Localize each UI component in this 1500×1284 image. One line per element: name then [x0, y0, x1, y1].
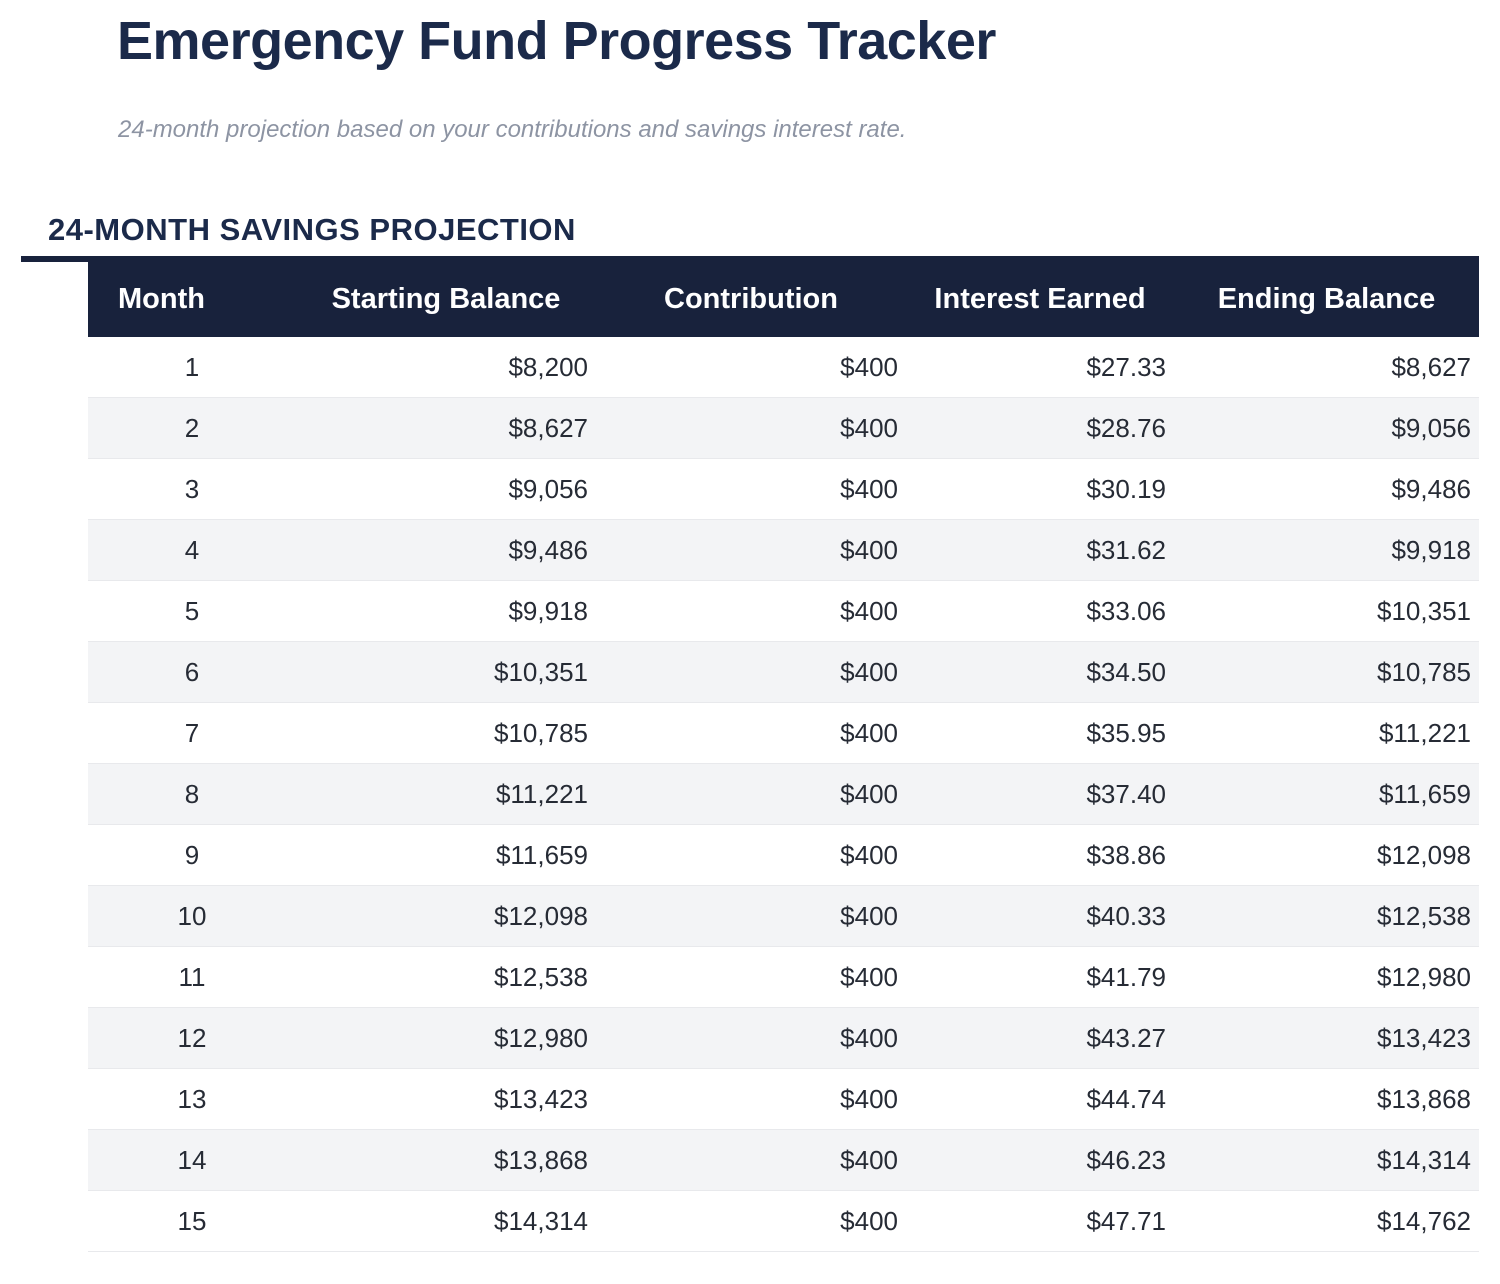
table-row — [88, 581, 1479, 642]
page-subtitle: 24-month projection based on your contributions and savings interest rate. — [118, 116, 907, 143]
cell-contribution: $400 — [596, 1008, 906, 1069]
cell-contribution: $400 — [596, 337, 906, 398]
column-header-interest-earned: Interest Earned — [906, 262, 1174, 337]
cell-starting-balance: $13,423 — [296, 1069, 596, 1130]
cell-starting-balance: $8,200 — [296, 337, 596, 398]
cell-month: 5 — [88, 581, 296, 642]
cell-contribution: $400 — [596, 886, 906, 947]
column-header-month: Month — [88, 262, 296, 337]
cell-interest-earned: $47.71 — [906, 1191, 1174, 1252]
column-header-contribution: Contribution — [596, 262, 906, 337]
cell-month: 2 — [88, 398, 296, 459]
table-row — [88, 1008, 1479, 1069]
section-heading: 24-MONTH SAVINGS PROJECTION — [48, 212, 576, 247]
savings-projection-table — [88, 262, 1479, 1252]
cell-interest-earned: $31.62 — [906, 520, 1174, 581]
cell-interest-earned: $41.79 — [906, 947, 1174, 1008]
cell-ending-balance: $11,659 — [1174, 764, 1479, 825]
table-header-row — [88, 262, 1479, 337]
table-row — [88, 642, 1479, 703]
cell-month: 7 — [88, 703, 296, 764]
cell-starting-balance: $13,868 — [296, 1130, 596, 1191]
cell-contribution: $400 — [596, 459, 906, 520]
cell-ending-balance: $12,538 — [1174, 886, 1479, 947]
table-row — [88, 703, 1479, 764]
table-row — [88, 886, 1479, 947]
cell-month: 13 — [88, 1069, 296, 1130]
table-row — [88, 764, 1479, 825]
cell-interest-earned: $40.33 — [906, 886, 1174, 947]
table-row — [88, 520, 1479, 581]
cell-ending-balance: $9,056 — [1174, 398, 1479, 459]
cell-interest-earned: $34.50 — [906, 642, 1174, 703]
cell-ending-balance: $14,314 — [1174, 1130, 1479, 1191]
cell-starting-balance: $14,314 — [296, 1191, 596, 1252]
cell-month: 6 — [88, 642, 296, 703]
cell-ending-balance: $12,980 — [1174, 947, 1479, 1008]
cell-month: 12 — [88, 1008, 296, 1069]
cell-ending-balance: $13,423 — [1174, 1008, 1479, 1069]
cell-starting-balance: $12,980 — [296, 1008, 596, 1069]
cell-ending-balance: $11,221 — [1174, 703, 1479, 764]
cell-contribution: $400 — [596, 703, 906, 764]
cell-interest-earned: $43.27 — [906, 1008, 1174, 1069]
cell-contribution: $400 — [596, 1191, 906, 1252]
cell-month: 10 — [88, 886, 296, 947]
column-header-ending-balance: Ending Balance — [1174, 262, 1479, 337]
cell-month: 3 — [88, 459, 296, 520]
cell-interest-earned: $35.95 — [906, 703, 1174, 764]
cell-starting-balance: $11,659 — [296, 825, 596, 886]
cell-starting-balance: $9,056 — [296, 459, 596, 520]
cell-interest-earned: $38.86 — [906, 825, 1174, 886]
cell-month: 15 — [88, 1191, 296, 1252]
table-row — [88, 337, 1479, 398]
cell-month: 4 — [88, 520, 296, 581]
cell-month: 14 — [88, 1130, 296, 1191]
cell-ending-balance: $10,785 — [1174, 642, 1479, 703]
cell-starting-balance: $9,486 — [296, 520, 596, 581]
cell-contribution: $400 — [596, 642, 906, 703]
cell-ending-balance: $9,486 — [1174, 459, 1479, 520]
cell-starting-balance: $12,098 — [296, 886, 596, 947]
cell-starting-balance: $8,627 — [296, 398, 596, 459]
cell-interest-earned: $28.76 — [906, 398, 1174, 459]
cell-month: 8 — [88, 764, 296, 825]
cell-starting-balance: $10,785 — [296, 703, 596, 764]
cell-contribution: $400 — [596, 825, 906, 886]
cell-contribution: $400 — [596, 1069, 906, 1130]
table-row — [88, 459, 1479, 520]
table-row — [88, 1130, 1479, 1191]
cell-ending-balance: $12,098 — [1174, 825, 1479, 886]
cell-ending-balance: $8,627 — [1174, 337, 1479, 398]
cell-interest-earned: $46.23 — [906, 1130, 1174, 1191]
cell-contribution: $400 — [596, 398, 906, 459]
cell-starting-balance: $9,918 — [296, 581, 596, 642]
cell-contribution: $400 — [596, 1130, 906, 1191]
cell-contribution: $400 — [596, 520, 906, 581]
column-header-starting-balance: Starting Balance — [296, 262, 596, 337]
cell-contribution: $400 — [596, 764, 906, 825]
table-row — [88, 398, 1479, 459]
cell-starting-balance: $11,221 — [296, 764, 596, 825]
cell-ending-balance: $13,868 — [1174, 1069, 1479, 1130]
cell-interest-earned: $37.40 — [906, 764, 1174, 825]
table-body — [88, 337, 1479, 1252]
table-row — [88, 1191, 1479, 1252]
table-row — [88, 1069, 1479, 1130]
cell-contribution: $400 — [596, 947, 906, 1008]
cell-starting-balance: $12,538 — [296, 947, 596, 1008]
cell-month: 1 — [88, 337, 296, 398]
cell-contribution: $400 — [596, 581, 906, 642]
cell-interest-earned: $27.33 — [906, 337, 1174, 398]
cell-ending-balance: $14,762 — [1174, 1191, 1479, 1252]
cell-month: 9 — [88, 825, 296, 886]
cell-ending-balance: $10,351 — [1174, 581, 1479, 642]
cell-interest-earned: $30.19 — [906, 459, 1174, 520]
table-row — [88, 825, 1479, 886]
page-title: Emergency Fund Progress Tracker — [117, 11, 996, 71]
cell-ending-balance: $9,918 — [1174, 520, 1479, 581]
cell-month: 11 — [88, 947, 296, 1008]
table-row — [88, 947, 1479, 1008]
cell-starting-balance: $10,351 — [296, 642, 596, 703]
cell-interest-earned: $33.06 — [906, 581, 1174, 642]
cell-interest-earned: $44.74 — [906, 1069, 1174, 1130]
